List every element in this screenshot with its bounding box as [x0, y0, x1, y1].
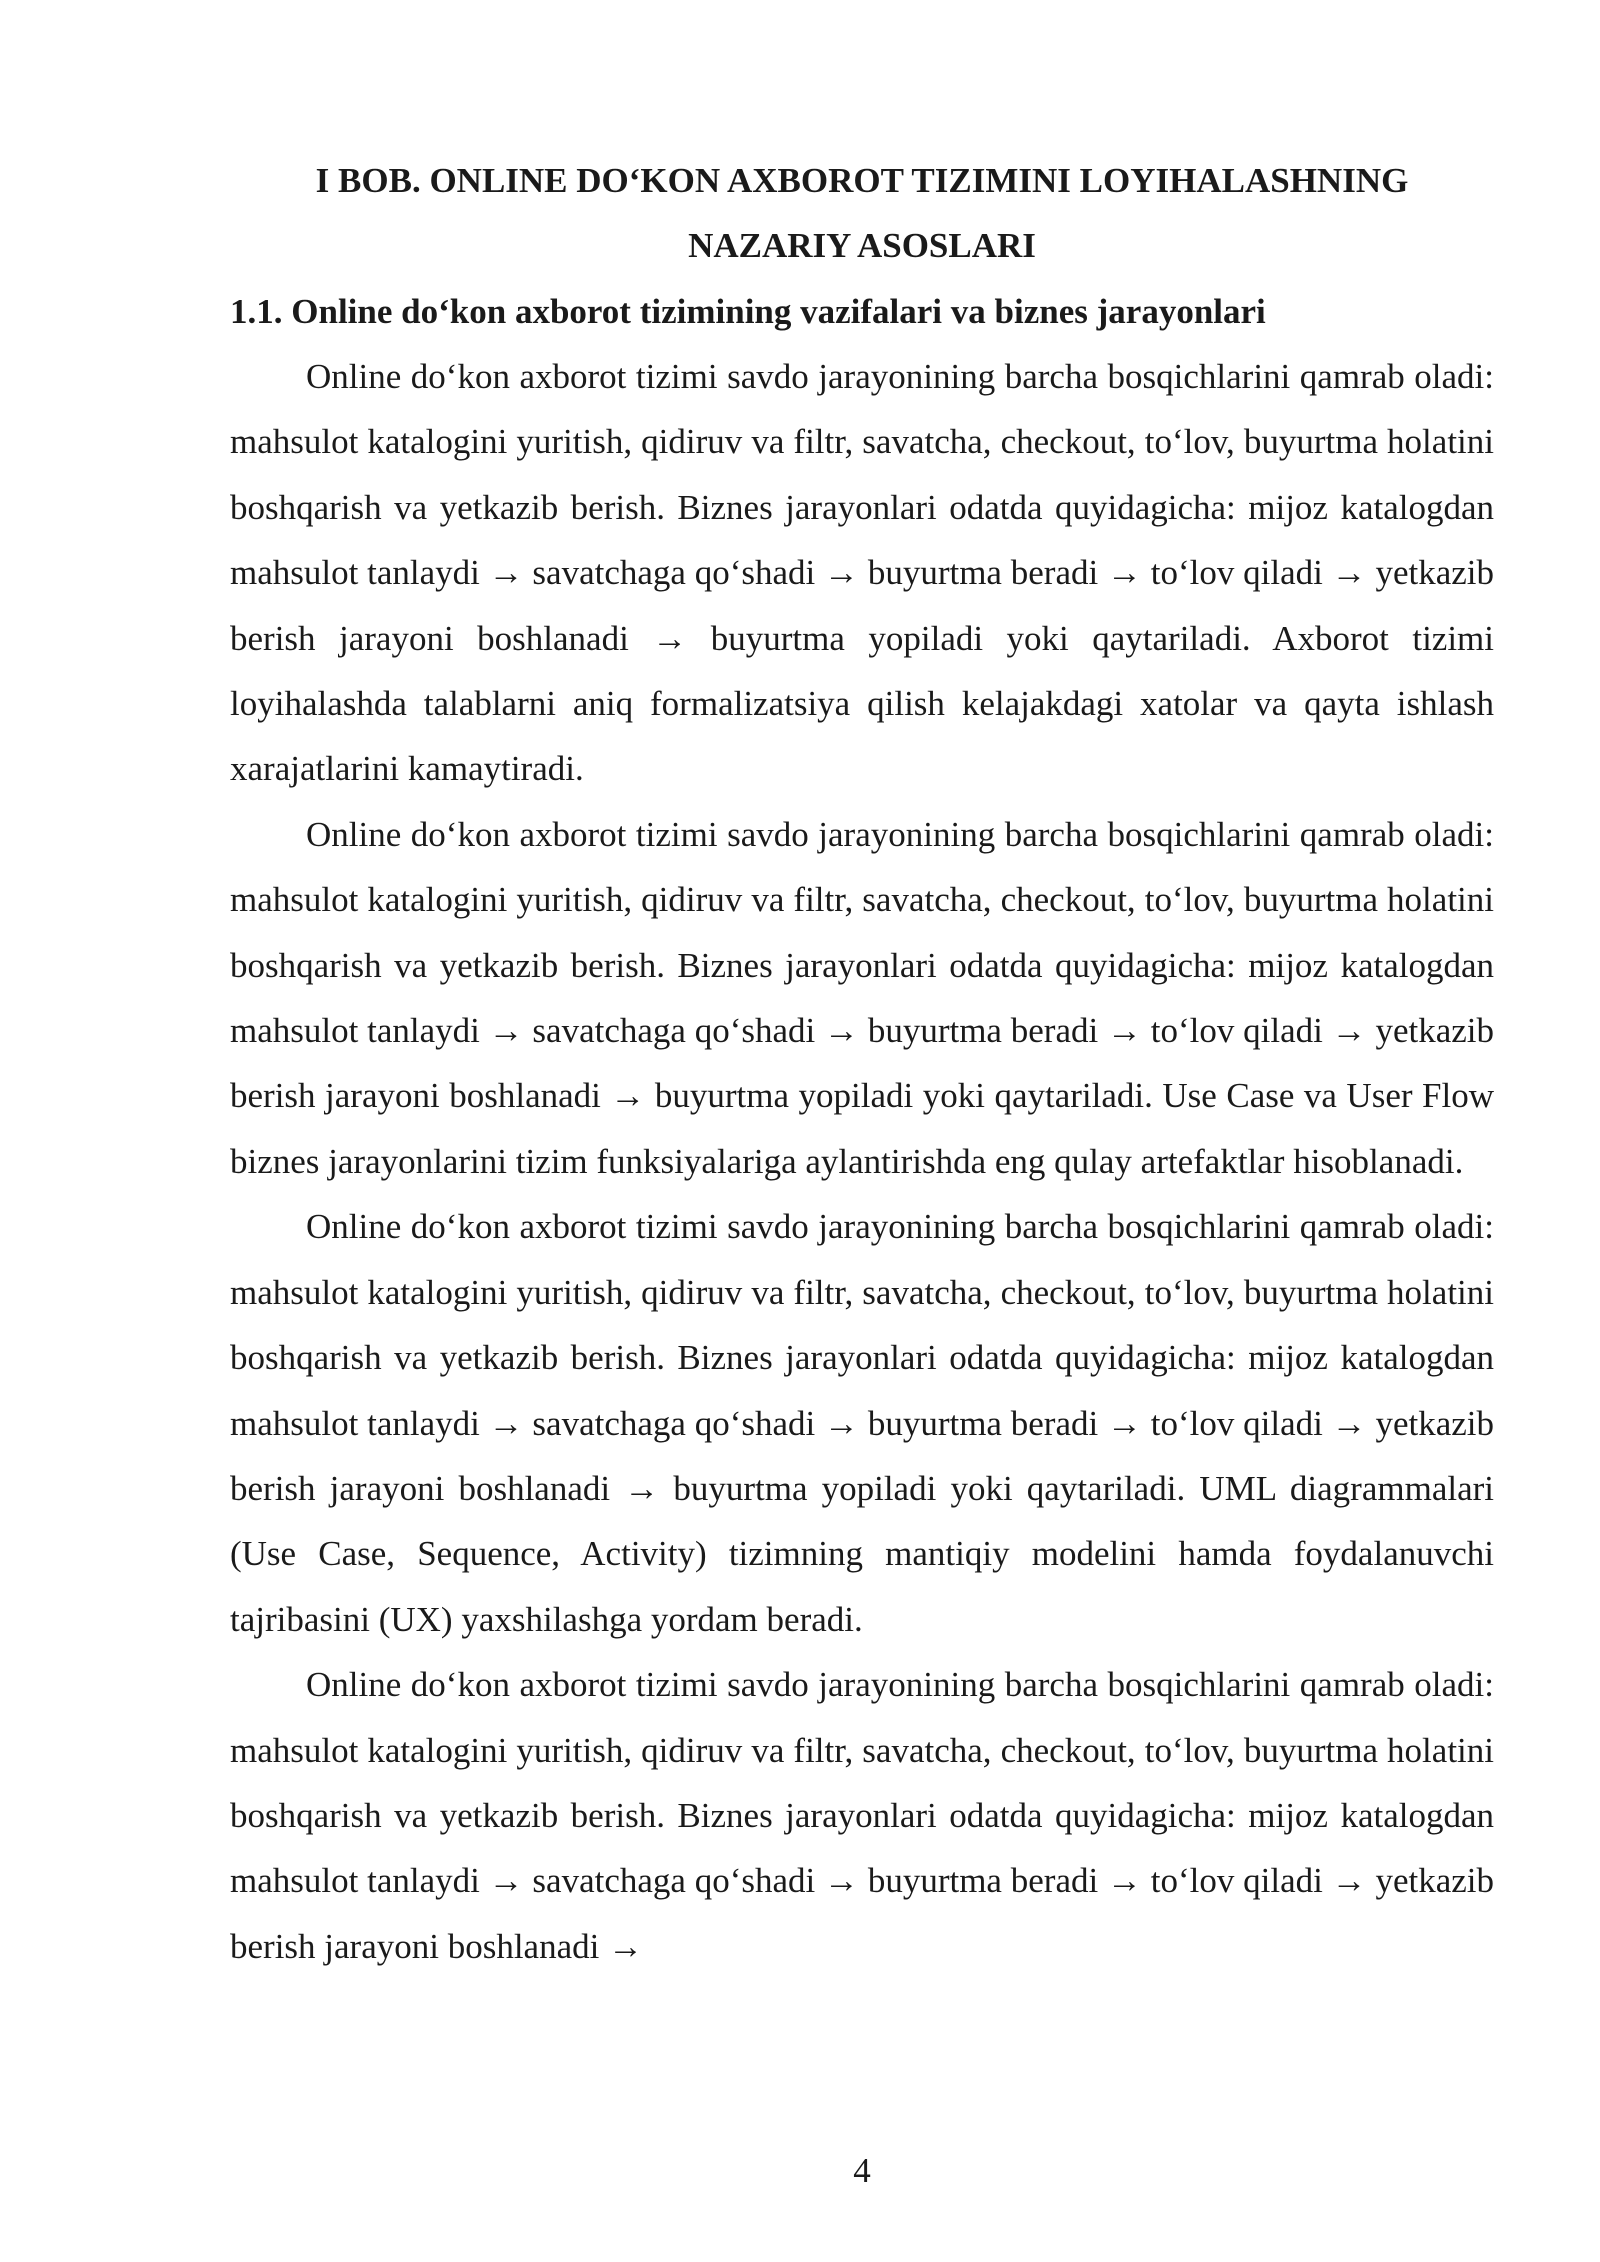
section-title: 1.1. Online do‘kon axborot tizimining vazifalari va biznes jarayonlari: [230, 292, 1266, 331]
paragraph-1: Online do‘kon axborot tizimi savdo jarayonining barcha bosqichlarini qamrab oladi: mahsulot katalogini yuritish, qidiruv va filtr, savatcha, checkout, to‘lov, buyurtma holatini boshqarish va yetkazib berish. Biznes jarayonlari odatda quyidagicha: mijoz katalogdan mahsulot tanlaydi → savatchaga qo‘shadi → buyurtma beradi → to‘lov qiladi → yetkazib berish jarayoni boshlanadi → buyurtma yopiladi yoki qaytariladi. Axborot tizimi loyihalashda talablarni aniq formalizatsiya qilish kelajakdagi xatolar va qayta ishlash xarajatlarini kamaytiradi.: [230, 357, 1494, 789]
chapter-title: I BOB. ONLINE DO‘KON AXBOROT TIZIMINI LOYIHALASHNING NAZARIY ASOSLARI: [315, 161, 1409, 266]
body-text: [230, 344, 1494, 2106]
paragraph-3: Online do‘kon axborot tizimi savdo jarayonining barcha bosqichlarini qamrab oladi: mahsulot katalogini yuritish, qidiruv va filtr, savatcha, checkout, to‘lov, buyurtma holatini boshqarish va yetkazib berish. Biznes jarayonlari odatda quyidagicha: mijoz katalogdan mahsulot tanlaydi → savatchaga qo‘shadi → buyurtma beradi → to‘lov qiladi → yetkazib berish jarayoni boshlanadi → buyurtma yopiladi yoki qaytariladi. UML diagrammalari (Use Case, Sequence, Activity) tizimning mantiqiy modelini hamda foydalanuvchi tajribasini (UX) yaxshilashga yordam beradi.: [230, 1207, 1494, 1639]
page-number: 4: [853, 2151, 871, 2190]
paragraph-4: Online do‘kon axborot tizimi savdo jarayonining barcha bosqichlarini qamrab oladi: mahsulot katalogini yuritish, qidiruv va filtr, savatcha, checkout, to‘lov, buyurtma holatini boshqarish va yetkazib berish. Biznes jarayonlari odatda quyidagicha: mijoz katalogdan mahsulot tanlaydi → savatchaga qo‘shadi → buyurtma beradi → to‘lov qiladi → yetkazib berish jarayoni boshlanadi →: [230, 1665, 1494, 1966]
document-page: [230, 0, 1494, 2262]
paragraph-2: Online do‘kon axborot tizimi savdo jarayonining barcha bosqichlarini qamrab oladi: mahsulot katalogini yuritish, qidiruv va filtr, savatcha, checkout, to‘lov, buyurtma holatini boshqarish va yetkazib berish. Biznes jarayonlari odatda quyidagicha: mijoz katalogdan mahsulot tanlaydi → savatchaga qo‘shadi → buyurtma beradi → to‘lov qiladi → yetkazib berish jarayoni boshlanadi → buyurtma yopiladi yoki qaytariladi. Use Case va User Flow biznes jarayonlarini tizim funksiyalariga aylantirishda eng qulay artefaktlar hisoblanadi.: [230, 814, 1494, 1181]
